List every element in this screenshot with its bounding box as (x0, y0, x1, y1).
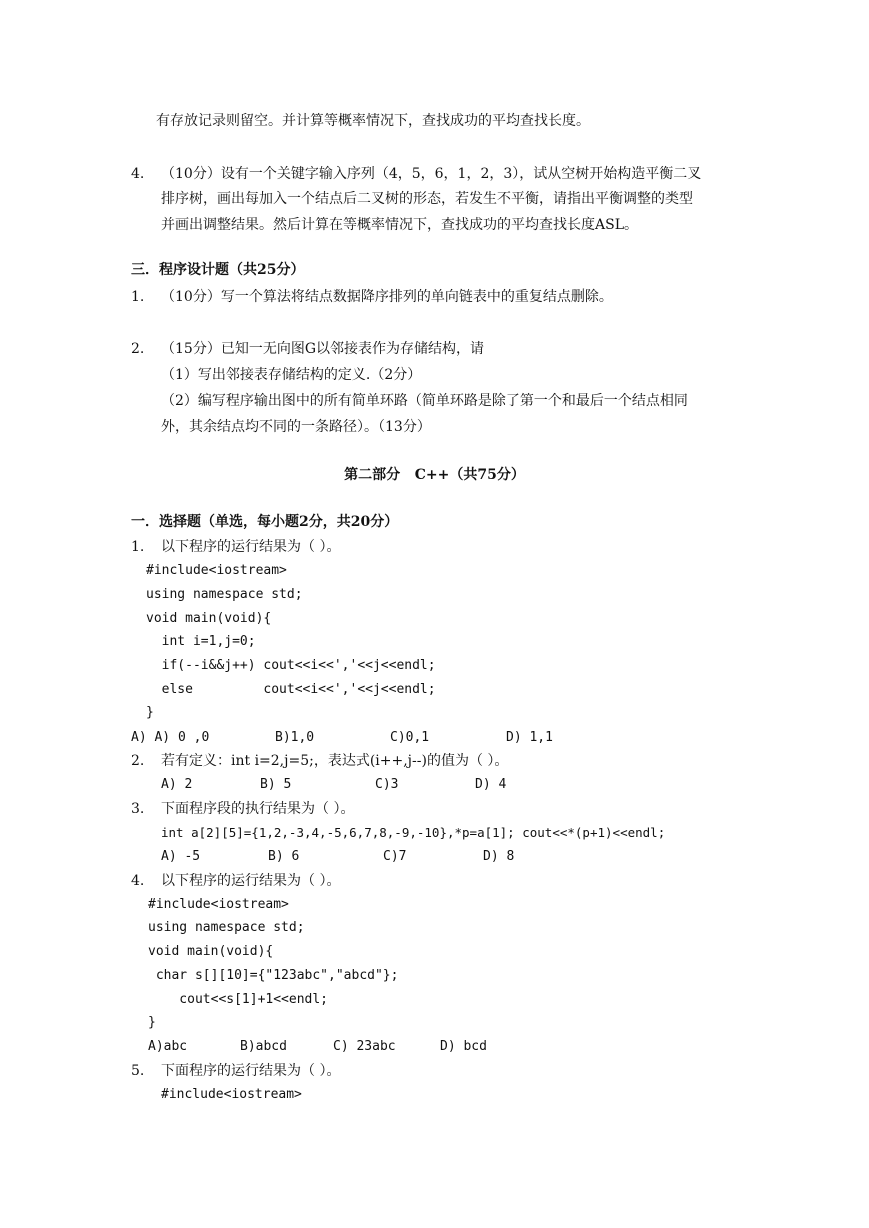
question-text: （10分）写一个算法将结点数据降序排列的单向链表中的重复结点删除。 (161, 289, 613, 305)
code-line: } (148, 1015, 156, 1030)
option-a: A) -5 (161, 849, 201, 864)
question-number: 5. (131, 1063, 145, 1079)
question-number: 4. (131, 166, 145, 182)
section-title: 三．程序设计题（共25分） (131, 262, 305, 278)
question-number: 3. (131, 801, 145, 817)
code-line: char s[][10]={"123abc","abcd"}; (148, 968, 399, 983)
code-line: if(--i&&j++) cout<<i<<','<<j<<endl; (146, 658, 436, 673)
question-text: （15分）已知一无向图G以邻接表作为存储结构，请 (161, 341, 484, 357)
code-line: int a[2][5]={1,2,-3,4,-5,6,7,8,-9,-10},*p=a[1]; cout<<*(p+1)<<endl; (161, 825, 666, 840)
code-line: void main(void){ (146, 611, 272, 626)
sub-question: （2）编写程序输出图中的所有简单环路（简单环路是除了第一个和最后一个结点相同 (161, 393, 688, 409)
option-c: C) 23abc (333, 1039, 396, 1054)
code-line: #include<iostream> (146, 563, 287, 578)
question-text: 下面程序的运行结果为（ ）。 (161, 1063, 341, 1079)
option-b: B)1,0 (275, 730, 315, 745)
question-number: 1. (131, 289, 145, 305)
sub-question: （1）写出邻接表存储结构的定义.（2分） (161, 367, 422, 383)
code-line: #include<iostream> (161, 1087, 302, 1102)
option-b: B) 5 (260, 777, 292, 792)
code-line: #include<iostream> (148, 897, 289, 912)
question-text: 若有定义：int i=2,j=5;，表达式(i++,j--)的值为（ ）。 (161, 753, 509, 769)
option-c: C)7 (383, 849, 407, 864)
option-d: D) bcd (440, 1039, 487, 1054)
question-text: 以下程序的运行结果为（ ）。 (161, 539, 341, 555)
part-title: 第二部分 C++（共75分） (344, 467, 525, 483)
question-text: （10分）设有一个关键字输入序列（4，5，6，1，2，3），试从空树开始构造平衡二叉 (161, 166, 702, 182)
option-c: C)3 (375, 777, 399, 792)
option-d: D) 4 (475, 777, 507, 792)
question-number: 4. (131, 873, 145, 889)
option-d: D) 8 (483, 849, 515, 864)
question-number: 1. (131, 539, 145, 555)
section-title: 一．选择题（单选，每小题2分，共20分） (131, 514, 399, 530)
option-b: B)abcd (240, 1039, 287, 1054)
question-number: 2. (131, 341, 145, 357)
code-line: cout<<s[1]+1<<endl; (148, 992, 329, 1007)
code-line: int i=1,j=0; (146, 634, 256, 649)
question-number: 2. (131, 753, 145, 769)
question-text: 排序树，画出每加入一个结点后二叉树的形态，若发生不平衡，请指出平衡调整的类型 (161, 191, 693, 207)
code-line: using namespace std; (148, 920, 305, 935)
continued-line: 有存放记录则留空。并计算等概率情况下，查找成功的平均查找长度。 (156, 113, 590, 129)
option-a: A)abc (148, 1039, 188, 1054)
sub-question: 外，其余结点均不同的一条路径）。（13分） (161, 419, 431, 435)
code-line: else cout<<i<<','<<j<<endl; (146, 682, 436, 697)
option-c: C)0,1 (390, 730, 430, 745)
question-text: 下面程序段的执行结果为（ ）。 (161, 801, 355, 817)
code-line: void main(void){ (148, 944, 274, 959)
question-text: 以下程序的运行结果为（ ）。 (161, 873, 341, 889)
option-b: B) 6 (268, 849, 300, 864)
option-a: A) A) 0 ,0 (131, 730, 210, 745)
question-text: 并画出调整结果。然后计算在等概率情况下，查找成功的平均查找长度ASL。 (161, 217, 638, 233)
option-a: A) 2 (161, 777, 193, 792)
code-line: using namespace std; (146, 587, 303, 602)
option-d: D) 1,1 (506, 730, 553, 745)
code-line: } (146, 705, 154, 720)
